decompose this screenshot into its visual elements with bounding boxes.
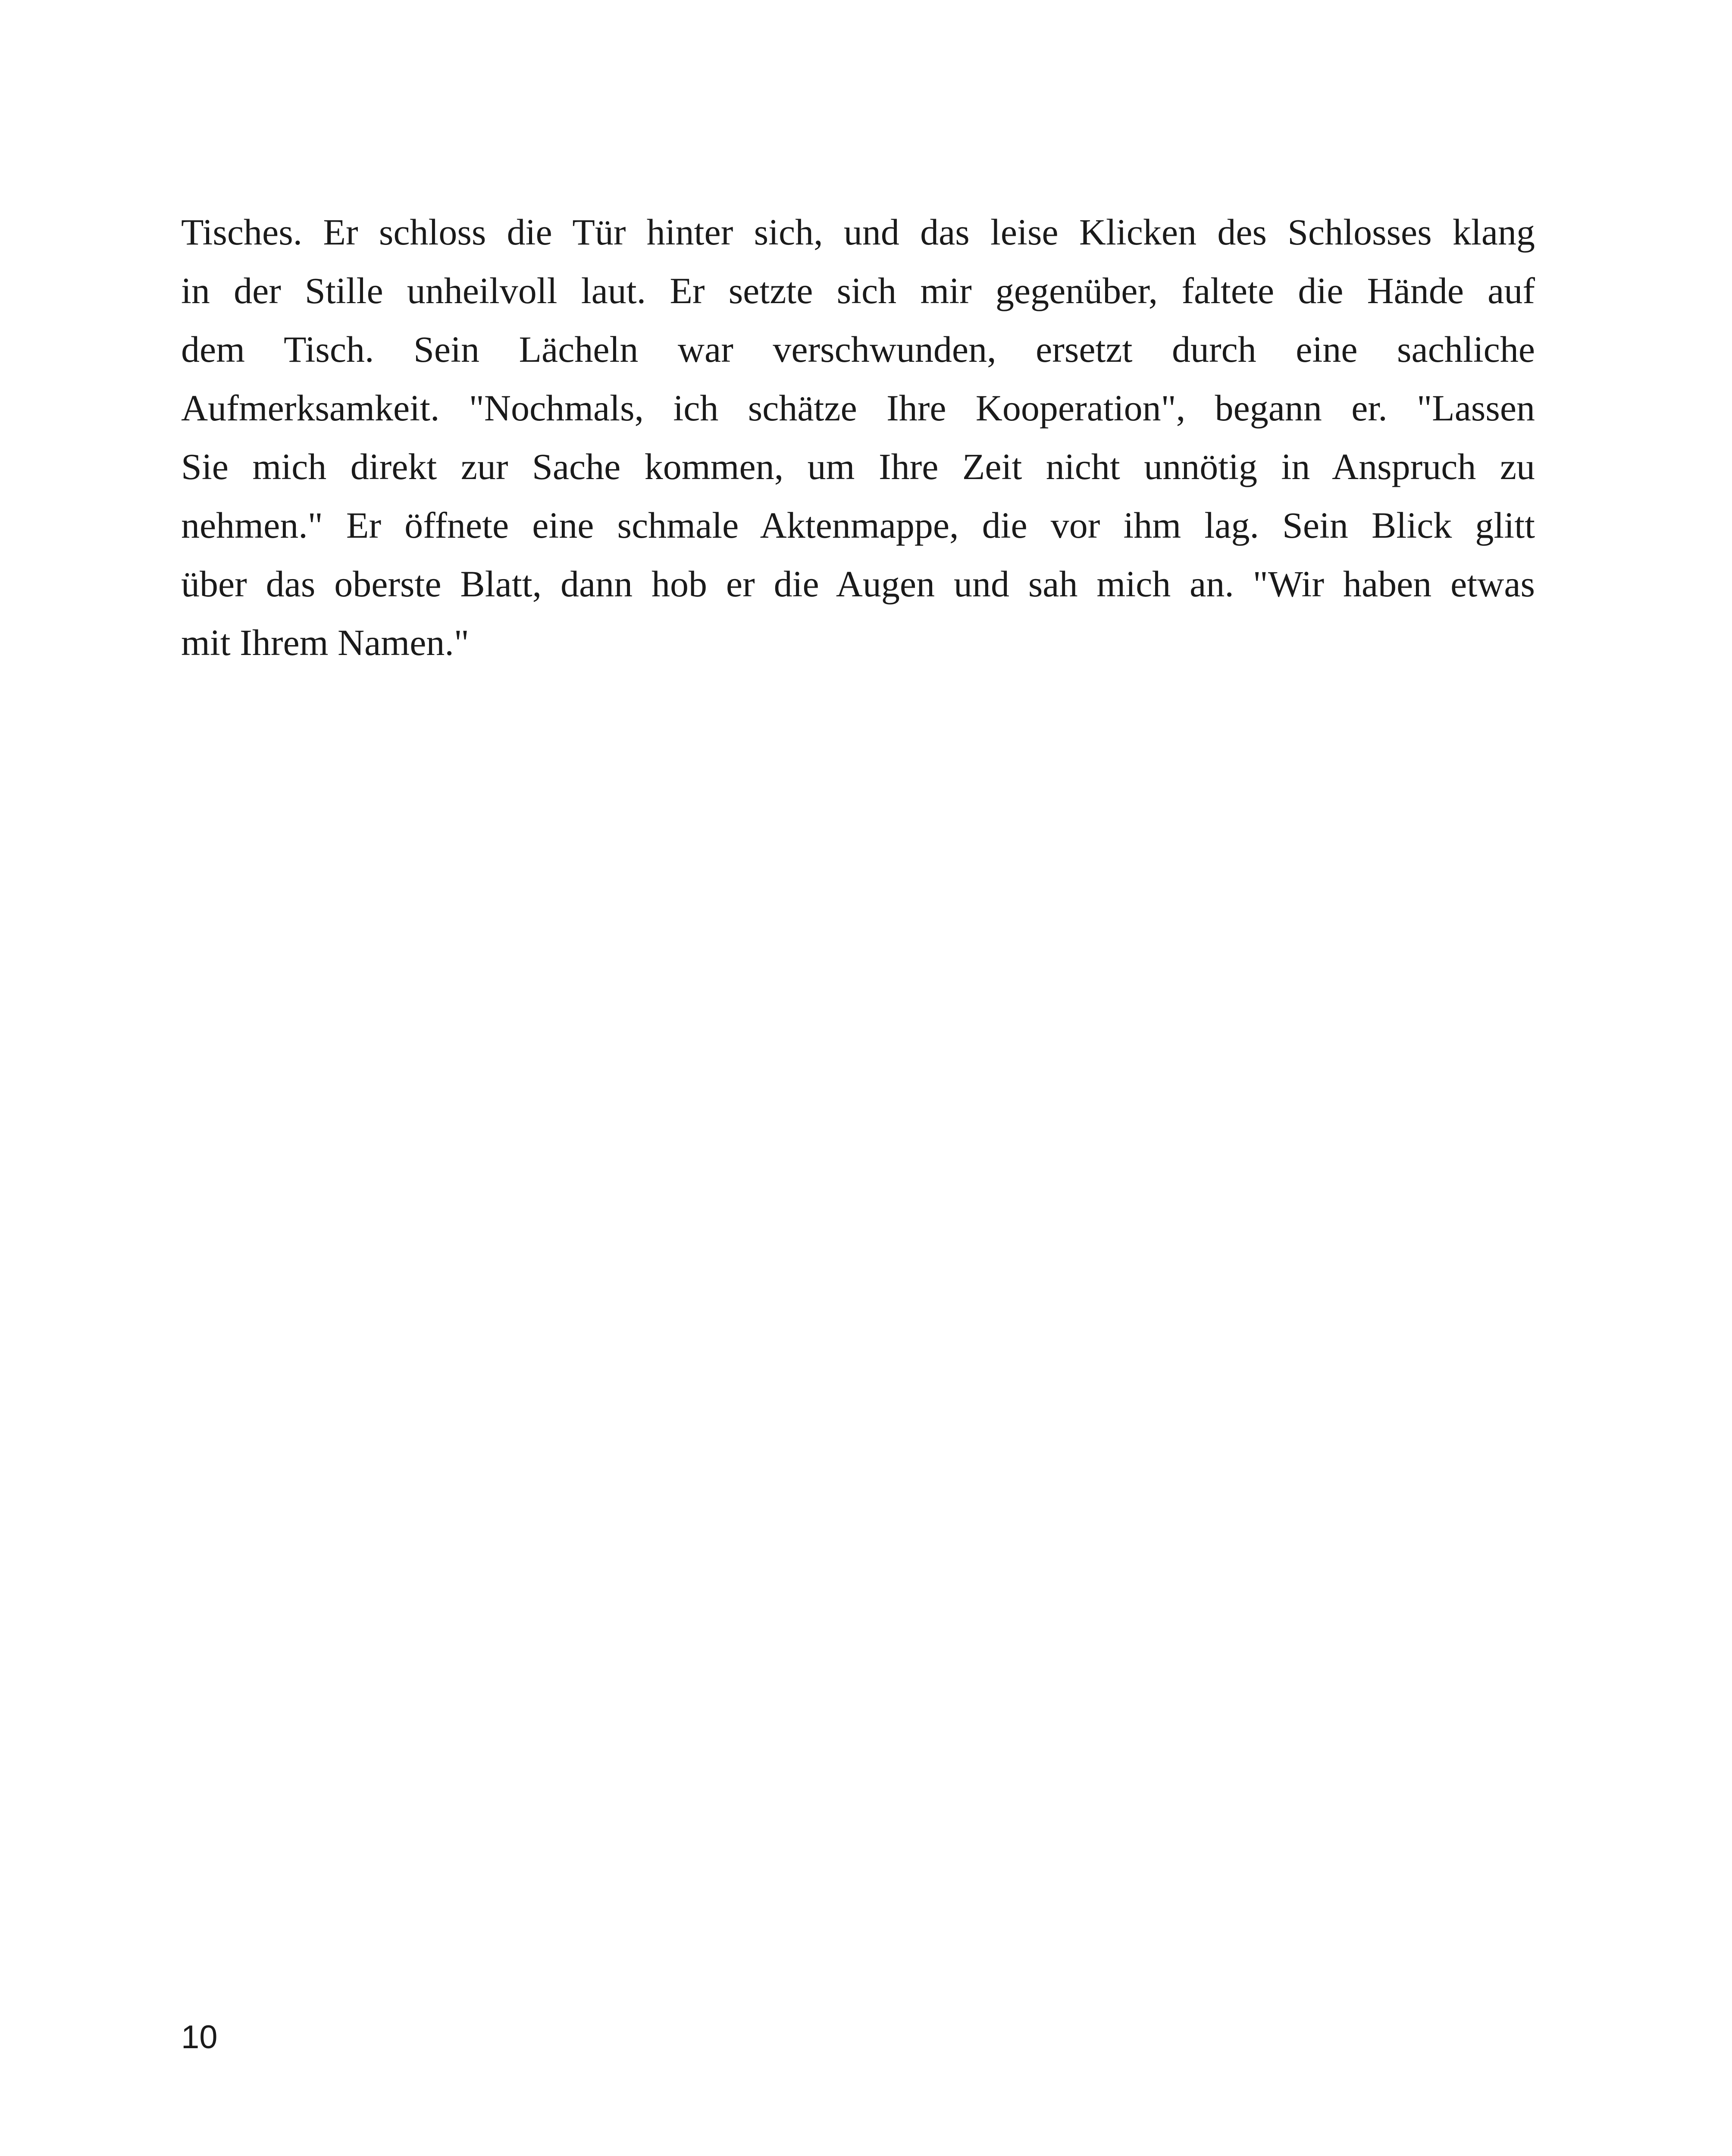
- paragraph-line: Tisches. Er schloss die Tür hinter sich, und das leise Klicken des Schlosses klang: [181, 211, 1535, 253]
- paragraph-line: mit Ihrem Namen.": [181, 622, 469, 663]
- paragraph-line: dem Tisch. Sein Lächeln war verschwunden, ersetzt durch eine sachliche: [181, 329, 1535, 370]
- body-paragraph: [181, 203, 1535, 672]
- paragraph-line: Aufmerksamkeit. "Nochmals, ich schätze Ihre Kooperation", begann er. "Lassen: [181, 387, 1535, 429]
- page-number: 10: [181, 2019, 218, 2056]
- paragraph-line: in der Stille unheilvoll laut. Er setzte sich mir gegenüber, faltete die Hände auf: [181, 270, 1535, 311]
- paragraph-line: Sie mich direkt zur Sache kommen, um Ihre Zeit nicht unnötig in Anspruch zu: [181, 446, 1535, 487]
- paragraph-line: über das oberste Blatt, dann hob er die Augen und sah mich an. "Wir haben etwas: [181, 563, 1535, 605]
- paragraph-line: nehmen." Er öffnete eine schmale Aktenmappe, die vor ihm lag. Sein Blick glitt: [181, 505, 1535, 546]
